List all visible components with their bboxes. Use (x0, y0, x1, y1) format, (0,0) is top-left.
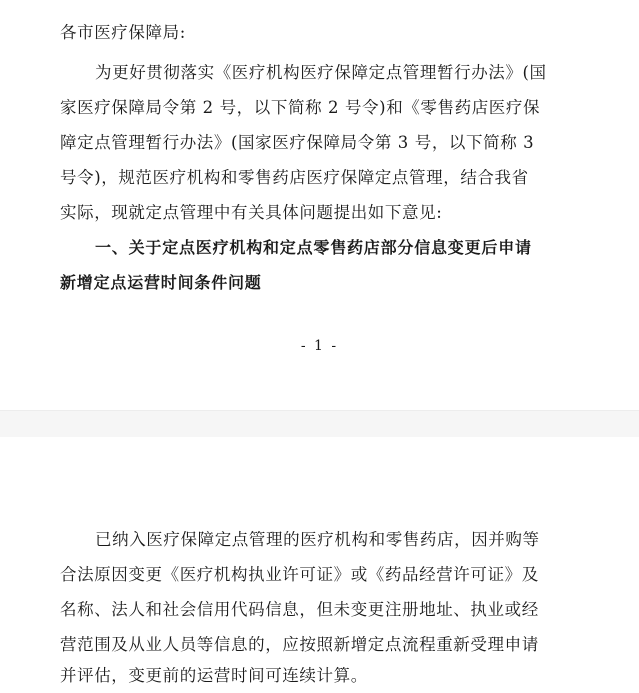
paragraph-line: 已纳入医疗保障定点管理的医疗机构和零售药店，因并购等 (95, 530, 540, 549)
paragraph-line: 为更好贯彻落实《医疗机构医疗保障定点管理暂行办法》(国 (95, 63, 547, 82)
paragraph-line: 营范围及从业人员等信息的，应按照新增定点流程重新受理申请 (60, 635, 539, 654)
paragraph-line: 障定点管理暂行办法》(国家医疗保障局令第 3 号，以下简称 3 (60, 133, 535, 152)
paragraph-line: 家医疗保障局令第 2 号，以下简称 2 号令)和《零售药店医疗保 (60, 98, 541, 117)
salutation: 各市医疗保障局: (60, 23, 186, 42)
page-separator (0, 410, 639, 438)
document-page-2 (0, 437, 639, 693)
paragraph-line: 名称、法人和社会信用代码信息，但未变更注册地址、执业或经 (60, 600, 539, 619)
paragraph-line: 并评估，变更前的运营时间可连续计算。 (60, 666, 368, 685)
paragraph-line: 号令)，规范医疗机构和零售药店医疗保障定点管理，结合我省 (60, 168, 529, 187)
paragraph-line: 合法原因变更《医疗机构执业许可证》或《药品经营许可证》及 (60, 565, 539, 584)
section-heading: 一、关于定点医疗机构和定点零售药店部分信息变更后申请 (95, 238, 532, 257)
section-heading: 新增定点运营时间条件问题 (60, 273, 262, 292)
paragraph-line: 实际，现就定点管理中有关具体问题提出如下意见: (60, 203, 443, 222)
page-number: - 1 - (300, 338, 339, 354)
